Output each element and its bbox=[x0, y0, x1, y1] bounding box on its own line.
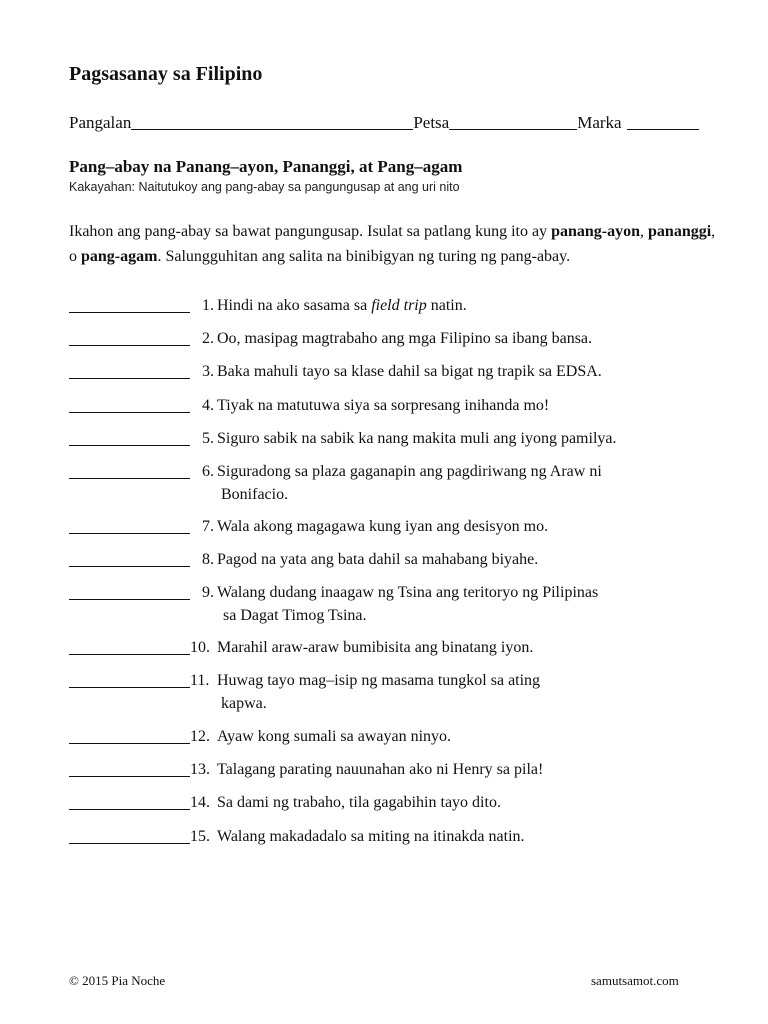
item-sentence: Walang dudang inaagaw ng Tsina ang teritoryo ng Pilipinas bbox=[217, 584, 599, 601]
copyright-notice: © 2015 Pia Noche bbox=[69, 973, 166, 988]
answer-blank[interactable] bbox=[69, 725, 190, 744]
website-link[interactable]: samutsamot.com bbox=[591, 973, 679, 988]
answer-blank[interactable] bbox=[69, 636, 190, 655]
item-number: 13. bbox=[190, 761, 210, 778]
item-sentence-continuation: kapwa. bbox=[221, 695, 267, 712]
answer-blank[interactable] bbox=[69, 394, 190, 413]
answer-blank[interactable] bbox=[69, 294, 190, 313]
answer-blank[interactable] bbox=[69, 669, 190, 688]
item-sentence: Hindi na ako sasama sa field trip natin. bbox=[217, 297, 467, 314]
page-title: Pagsasanay sa Filipino bbox=[69, 63, 263, 85]
grade-label: Marka bbox=[577, 113, 622, 132]
item-sentence: Baka mahuli tayo sa klase dahil sa bigat ng trapik sa EDSA. bbox=[217, 363, 602, 380]
item-sentence-continuation: sa Dagat Timog Tsina. bbox=[223, 607, 367, 624]
instructions-text-4: . Salungguhitan ang salita na binibigyan ng turing ng pang-abay. bbox=[157, 248, 571, 265]
item-number: 6. bbox=[202, 463, 214, 480]
item-sentence: Marahil araw-araw bumibisita ang binatang iyon. bbox=[217, 639, 534, 656]
item-sentence: Sa dami ng trabaho, tila gagabihin tayo dito. bbox=[217, 794, 501, 811]
answer-blank[interactable] bbox=[69, 758, 190, 777]
lesson-title: Pang–abay na Panang–ayon, Pananggi, at Pang–agam bbox=[69, 157, 463, 176]
item-number: 10. bbox=[190, 639, 210, 656]
date-label: Petsa bbox=[413, 113, 450, 132]
item-sentence: Oo, masipag magtrabaho ang mga Filipino sa ibang bansa. bbox=[217, 330, 593, 347]
item-sentence: Wala akong magagawa kung iyan ang desisyon mo. bbox=[217, 518, 549, 535]
item-number: 7. bbox=[202, 518, 214, 535]
item-sentence: Siguro sabik na sabik ka nang makita muli ang iyong pamilya. bbox=[217, 430, 617, 447]
item-sentence: Siguradong sa plaza gaganapin ang pagdiriwang ng Araw ni bbox=[217, 463, 602, 480]
instructions bbox=[69, 219, 719, 269]
answer-blank[interactable] bbox=[69, 515, 190, 534]
grade-blank[interactable] bbox=[627, 114, 699, 130]
name-blank[interactable] bbox=[131, 114, 413, 130]
item-number: 12. bbox=[190, 728, 210, 745]
item-number: 9. bbox=[202, 584, 214, 601]
item-sentence: Tiyak na matutuwa siya sa sorpresang inihanda mo! bbox=[217, 397, 550, 414]
item-sentence: Huwag tayo mag–isip ng masama tungkol sa ating bbox=[217, 672, 541, 689]
answer-blank[interactable] bbox=[69, 327, 190, 346]
student-info-line bbox=[69, 113, 724, 133]
item-number: 11. bbox=[190, 672, 210, 689]
instructions-term-pananggi: pananggi bbox=[648, 223, 712, 240]
instructions-text-2: , bbox=[640, 223, 649, 240]
item-number: 15. bbox=[190, 828, 210, 845]
item-sentence: Walang makadadalo sa miting na itinakda natin. bbox=[217, 828, 525, 845]
item-sentence: Ayaw kong sumali sa awayan ninyo. bbox=[217, 728, 452, 745]
answer-blank[interactable] bbox=[69, 825, 190, 844]
instructions-text-3: , o bbox=[69, 223, 716, 265]
item-sentence-continuation: Bonifacio. bbox=[221, 486, 289, 503]
answer-blank[interactable] bbox=[69, 791, 190, 810]
skill-description: Kakayahan: Naitutukoy ang pang-abay sa pangungusap at ang uri nito bbox=[69, 180, 460, 194]
date-blank[interactable] bbox=[449, 114, 577, 130]
item-sentence: Pagod na yata ang bata dahil sa mahabang biyahe. bbox=[217, 551, 539, 568]
answer-blank[interactable] bbox=[69, 427, 190, 446]
answer-blank[interactable] bbox=[69, 581, 190, 600]
item-number: 4. bbox=[202, 397, 214, 414]
item-number: 2. bbox=[202, 330, 214, 347]
item-number: 5. bbox=[202, 430, 214, 447]
instructions-term-panang-ayon: panang-ayon bbox=[551, 223, 641, 240]
item-sentence: Talagang parating nauunahan ako ni Henry sa pila! bbox=[217, 761, 544, 778]
item-number: 14. bbox=[190, 794, 210, 811]
name-label: Pangalan bbox=[69, 113, 132, 132]
answer-blank[interactable] bbox=[69, 460, 190, 479]
item-number: 1. bbox=[202, 297, 214, 314]
answer-blank[interactable] bbox=[69, 548, 190, 567]
italic-term: field trip bbox=[371, 297, 427, 314]
item-number: 3. bbox=[202, 363, 214, 380]
answer-blank[interactable] bbox=[69, 360, 190, 379]
instructions-term-pang-agam: pang-agam bbox=[81, 248, 158, 265]
item-number: 8. bbox=[202, 551, 214, 568]
instructions-text-1: Ikahon ang pang-abay sa bawat pangungusap. Isulat sa patlang kung ito ay bbox=[69, 223, 552, 240]
